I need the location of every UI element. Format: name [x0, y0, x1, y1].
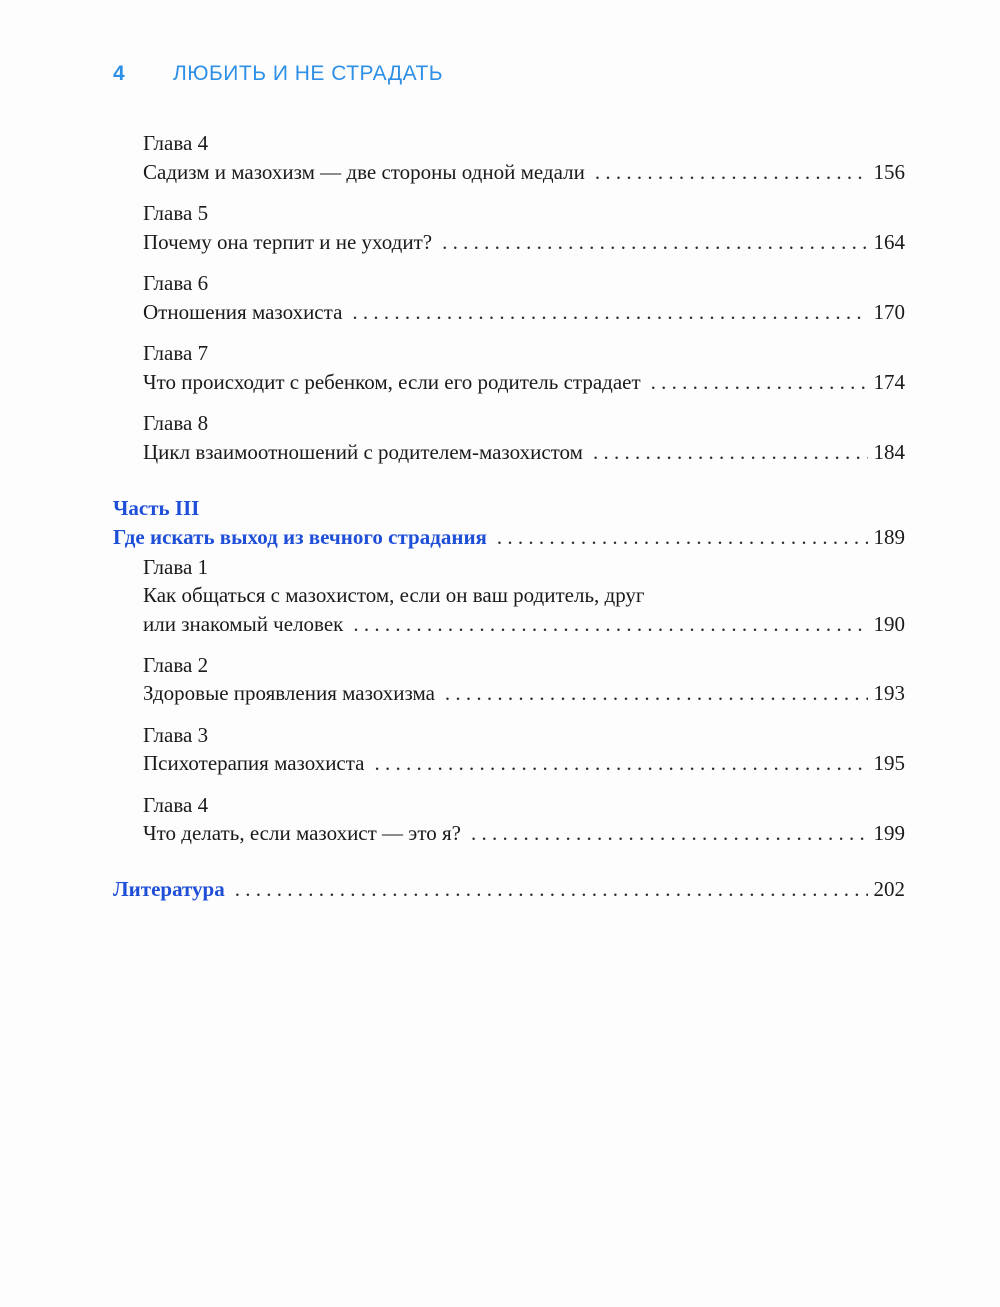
toc-entry	[143, 437, 905, 467]
leader-dots	[593, 437, 868, 467]
toc-entry-title: Цикл взаимоотношений с родителем-мазохистом	[143, 440, 583, 464]
toc-literature-title: Литература	[113, 877, 225, 901]
toc-entry-page: 193	[873, 681, 905, 705]
toc-entry-title-line1: Как общаться с мазохистом, если он ваш родитель, друг	[143, 583, 645, 607]
chapter-label: Глава 8	[143, 411, 209, 435]
toc-entry-title: Садизм и мазохизм — две стороны одной медали	[143, 160, 585, 184]
toc-entry	[143, 227, 905, 257]
chapter-label: Глава 7	[143, 341, 209, 365]
leader-dots	[375, 748, 868, 778]
toc-entry-page: 189	[873, 525, 905, 549]
toc-entry-page: 184	[873, 440, 905, 464]
leader-dots	[471, 818, 868, 848]
toc-entry-title: Что происходит с ребенком, если его родитель страдает	[143, 370, 641, 394]
toc-entry-page: 164	[873, 230, 905, 254]
leader-dots	[352, 297, 867, 327]
toc-literature-entry	[113, 874, 905, 904]
chapter-label: Глава 4	[143, 131, 209, 155]
toc-entry-title: Что делать, если мазохист — это я?	[143, 821, 461, 845]
toc-part-entry	[113, 522, 905, 552]
book-title: ЛЮБИТЬ И НЕ СТРАДАТЬ	[173, 62, 444, 85]
toc-entry-page: 156	[873, 160, 905, 184]
toc-entry-page: 195	[873, 751, 905, 775]
chapter-label: Глава 3	[143, 723, 209, 747]
chapter-label: Глава 1	[143, 555, 209, 579]
chapter-label: Глава 2	[143, 653, 209, 677]
toc-entry-page: 199	[873, 821, 905, 845]
leader-dots	[235, 874, 868, 904]
chapter-label: Глава 4	[143, 793, 209, 817]
chapter-label: Глава 6	[143, 271, 209, 295]
toc-entry	[143, 297, 905, 327]
chapter-label: Глава 5	[143, 201, 209, 225]
toc-entry-title: Здоровые проявления мазохизма	[143, 681, 435, 705]
toc-entry-page: 202	[873, 877, 905, 901]
leader-dots	[353, 609, 867, 639]
leader-dots	[442, 227, 867, 257]
toc-entry	[143, 748, 905, 778]
toc-entry	[143, 367, 905, 397]
leader-dots	[595, 157, 868, 187]
toc-entry	[143, 609, 905, 639]
toc-entry-page: 190	[873, 612, 905, 636]
leader-dots	[497, 522, 868, 552]
toc-entry-title: Отношения мазохиста	[143, 300, 343, 324]
leader-dots	[445, 678, 868, 708]
leader-dots	[651, 367, 868, 397]
toc-entry	[143, 678, 905, 708]
toc-entry-page: 174	[873, 370, 905, 394]
toc-entry-title: Психотерапия мазохиста	[143, 751, 365, 775]
toc-entry-page: 170	[873, 300, 905, 324]
toc-entry-title-line2: или знакомый человек	[143, 612, 344, 636]
toc-entry-title: Почему она терпит и не уходит?	[143, 230, 433, 254]
toc-entry	[143, 818, 905, 848]
running-header	[113, 62, 443, 86]
page-number: 4	[113, 62, 126, 85]
toc-entry	[143, 157, 905, 187]
toc-part-title: Где искать выход из вечного страдания	[113, 525, 487, 549]
part-label: Часть III	[113, 496, 200, 520]
